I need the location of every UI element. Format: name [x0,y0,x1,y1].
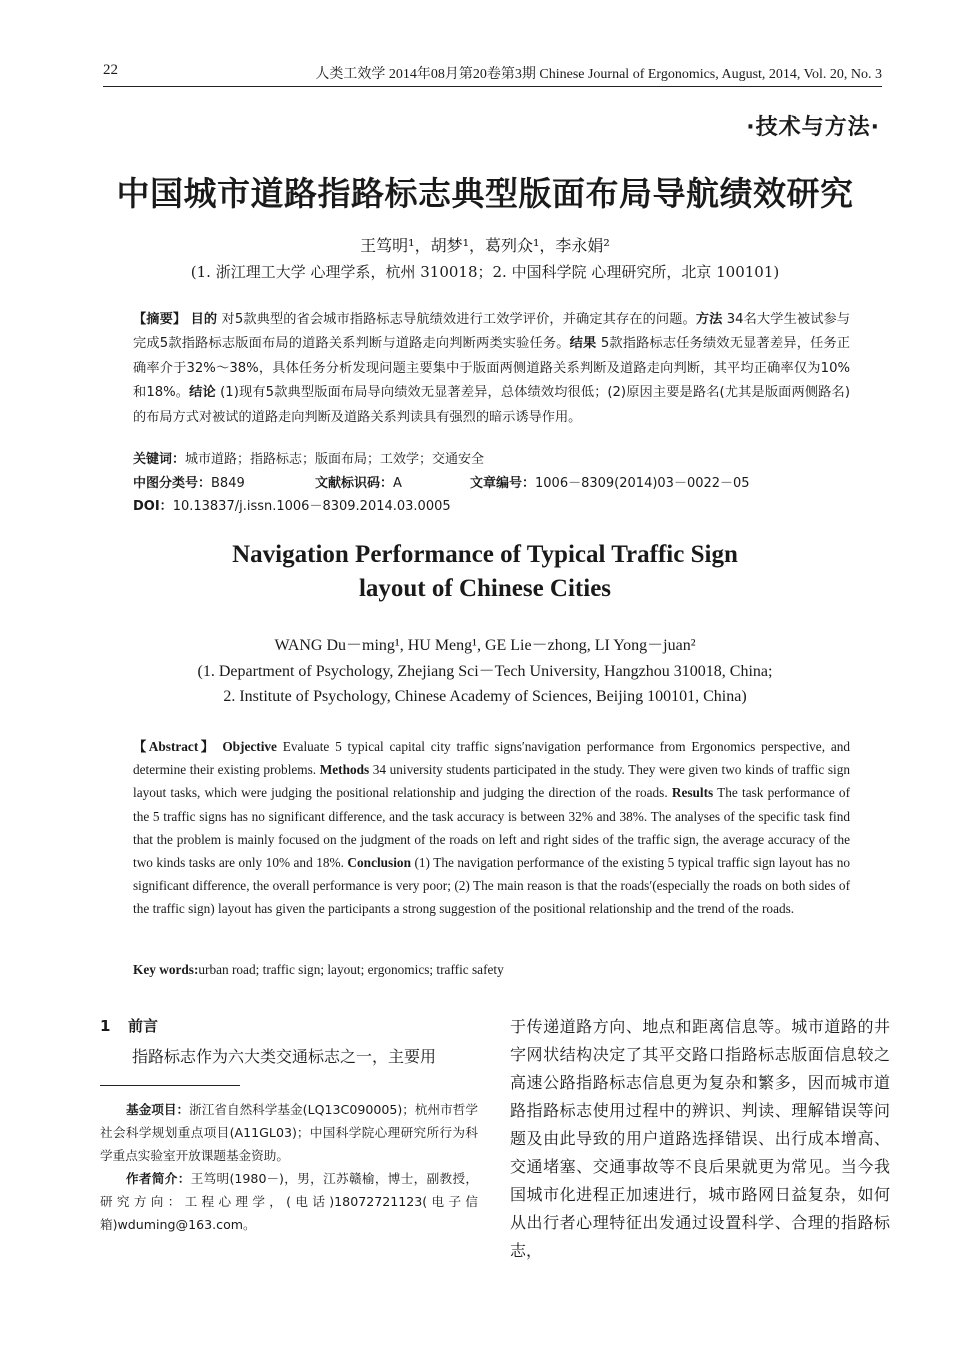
en-conclusion-label: Conclusion [347,855,411,871]
en-keywords-label: Key words: [133,962,199,977]
doi-row [133,495,850,519]
section-title: 前言 [128,1017,159,1035]
results-label: 结果 [569,336,597,352]
chinese-affiliation: (1. 浙江理工大学 心理学系，杭州 310018；2. 中国科学院 心理研究所，北京 100101) [190,263,780,281]
doc-code-label: 文献标识码： [315,475,394,491]
section-number: 1 [100,1017,111,1035]
english-title-line2: layout of Chinese Cities [358,575,612,602]
chinese-metadata [133,448,850,519]
keywords-text: 城市道路；指路标志；版面布局；工效学；交通安全 [185,452,485,467]
methods-label: 方法 [695,312,723,327]
funding-label: 基金项目： [126,1102,190,1117]
chinese-authors: 王笃明¹，胡梦¹，葛列众¹，李永娟² [360,236,610,255]
chinese-abstract [133,308,850,430]
body-paragraph-left: 指路标志作为六大类交通标志之一，主要用 [132,1047,437,1066]
english-affiliation [0,659,970,709]
keywords-label: 关键词： [133,452,186,467]
en-objective-text: Evaluate 5 typical capital city traffic signs′navigation performance from Ergonomics perspective, and determine their existing problems. [133,739,851,778]
english-abstract [133,735,850,921]
footnotes [100,1098,478,1236]
english-title [0,538,970,606]
en-results-label: Results [671,785,714,801]
author-label: 作者简介： [126,1171,191,1186]
doi-label: DOI： [133,499,173,514]
funding-note [100,1098,478,1167]
funding-text: 浙江省自然科学基金(LQ13C090005)；杭州市哲学社会科学规划重点项目(A11GL03)；中国科学院心理研究所行为科学重点实验室开放课题基金资助。 [100,1102,478,1163]
article-no-label: 文章编号： [470,475,536,491]
abstract-label: 【摘要】 [133,312,187,327]
doi-value: 10.13837/j.issn.1006－8309.2014.03.0005 [172,499,451,514]
en-conclusion-text: (1) The navigation performance of the existing 5 typical traffic sign layout has no significant difference, the overall performance is very poor; (2) The main reason is that the roads′(especially the roads on both sides of the traffic sign) layout has given the participants a strong suggestion of the positional relationship and the trend of the roads. [133,855,851,917]
en-objective-label: Objective [222,739,277,754]
methods-text: 34名大学生被试参与完成5款指路标志版面布局的道路关系判断与道路走向判断两类实验任务。 [133,312,851,352]
section-heading [100,1015,478,1043]
english-keywords [133,962,850,978]
footnote-divider [100,1085,240,1086]
page-number: 22 [103,62,118,78]
running-header [103,62,882,87]
en-methods-text: 34 university students participated in the study. They were given two kinds of traffic sign layout tasks, which were judging the positional relationship and judging the direction of the roads. [133,762,850,801]
objective-label: 目的 [190,312,218,327]
article-no-value: 1006－8309(2014)03－0022－05 [535,475,750,491]
chinese-title: 中国城市道路指路标志典型版面布局导航绩效研究 [116,174,854,213]
body-right-column: 于传递道路方向、地点和距离信息等。城市道路的井字网状结构决定了其平交路口指路标志版面信息较之高速公路指路标志信息更为复杂和繁多，因而城市道路指路标志使用过程中的辨识、判读、理解错误等问题及由此导致的用户道路选择错误、出行成本增高、交通堵塞、交通事故等不良后果就更为常见。当今我国城市化进程正加速进行，城市路网日益复杂，如何从出行者心理特征出发通过设置科学、合理的指路标志， [510,1017,890,1260]
classification-row [133,472,850,496]
objective-text: 对5款典型的省会城市指路标志导航绩效进行工效学评价，并确定其存在的问题。 [221,312,696,327]
results-text: 5款指路标志任务绩效无显著差异，任务正确率介于32%～38%，具体任务分析发现问题主要集中于版面两侧道路关系判断及道路走向判断，其平均正确率仅为10%和18%。 [133,336,851,401]
conclusion-label: 结论 [189,385,216,401]
journal-info: 人类工效学 2014年08月第20卷第3期 Chinese Journal of Ergonomics, August, 2014, Vol. 20, No. 3 [315,67,882,82]
conclusion-text: (1)现有5款典型版面布局导向绩效无显著差异，总体绩效均很低；(2)原因主要是路名(尤其是版面两侧路名)的布局方式对被试的道路走向判断及道路关系判读具有强烈的暗示诱导作用。 [133,385,851,425]
section-tag: ·技术与方法· [746,115,880,140]
english-authors: WANG Du－ming¹, HU Meng¹, GE Lie－zhong, LI Yong－juan² [274,637,696,654]
author-note [100,1167,478,1236]
clc-label: 中图分类号： [133,475,212,491]
en-keywords-text: urban road; traffic sign; layout; ergonomics; traffic safety [198,962,504,977]
english-affiliation-line2: 2. Institute of Psychology, Chinese Academy of Sciences, Beijing 100101, China) [223,688,747,705]
clc-value: B849 [211,475,245,491]
english-title-line1: Navigation Performance of Typical Traffic Sign [232,541,738,568]
doc-code-value: A [393,475,402,491]
keywords-row [133,448,850,472]
body-left-column [100,1015,478,1071]
author-text: 王笃明(1980－)，男，江苏赣榆，博士，副教授，研究方向：工程心理学，(电话)18072721123(电子信箱)wduming@163.com。 [100,1171,478,1232]
en-abstract-label: 【Abstract】 [133,739,217,754]
english-affiliation-line1: (1. Department of Psychology, Zhejiang Sci－Tech University, Hangzhou 310018, China; [197,663,773,680]
en-results-text: The task performance of the 5 traffic signs has no significant difference, and the task accuracy is between 32% and 38%. The analyses of the specific task find that the problem is mainly focused on the judgment of the roads on left and right sides of the traffic sign, the average accuracy of the two kinds tasks are only 10% and 18%. [133,785,850,871]
en-methods-label: Methods [319,762,370,778]
